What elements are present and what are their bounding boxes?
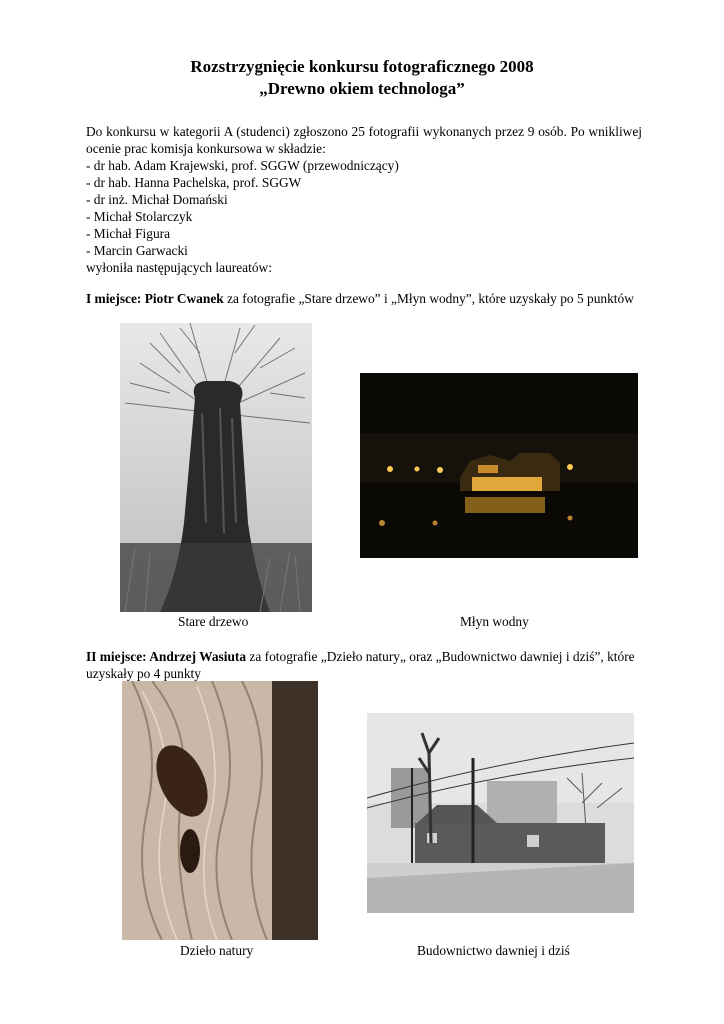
jury-member: - dr inż. Michał Domański [86,192,228,207]
photo-stare-drzewo [120,323,312,612]
second-place-paragraph [86,648,642,682]
page-title: Rozstrzygnięcie konkursu fotograficznego 2008 [190,57,534,76]
page-subtitle: „Drewno okiem technologa” [259,79,465,98]
jury-member: - Michał Figura [86,226,171,241]
second-place-winner: II miejsce: Andrzej Wasiuta [86,649,247,664]
jury-member: - Michał Stolarczyk [86,209,193,224]
photo-mlyn-wodny [360,373,638,558]
intro-paragraph: Do konkursu w kategorii A (studenci) zgłoszono 25 fotografii wykonanych przez 9 osób. Po wnikliwej ocenie prac komisja konkursowa w składzie: [86,124,642,156]
first-place-paragraph [86,290,642,307]
caption-mlyn-wodny: Młyn wodny [460,614,529,629]
second-place-description: za fotografie „Dzieło natury„ oraz „Budownictwo dawniej i dziś”, które uzyskały po 4 punkty [86,649,635,681]
jury-member: - Marcin Garwacki [86,243,188,258]
jury-member: - dr hab. Hanna Pachelska, prof. SGGW [86,175,302,190]
intro-closing: wyłoniła następujących laureatów: [86,260,272,275]
intro-section [86,123,642,276]
first-place-winner: I miejsce: Piotr Cwanek [86,291,224,306]
jury-member: - dr hab. Adam Krajewski, prof. SGGW (przewodniczący) [86,158,399,173]
caption-stare-drzewo: Stare drzewo [178,614,249,629]
caption-dzielo-natury: Dzieło natury [180,943,254,958]
photo-budownictwo [367,713,634,913]
first-place-description: za fotografie „Stare drzewo” i „Młyn wodny”, które uzyskały po 5 punktów [223,291,634,306]
caption-budownictwo: Budownictwo dawniej i dziś [417,943,570,958]
photo-dzielo-natury [122,681,318,940]
